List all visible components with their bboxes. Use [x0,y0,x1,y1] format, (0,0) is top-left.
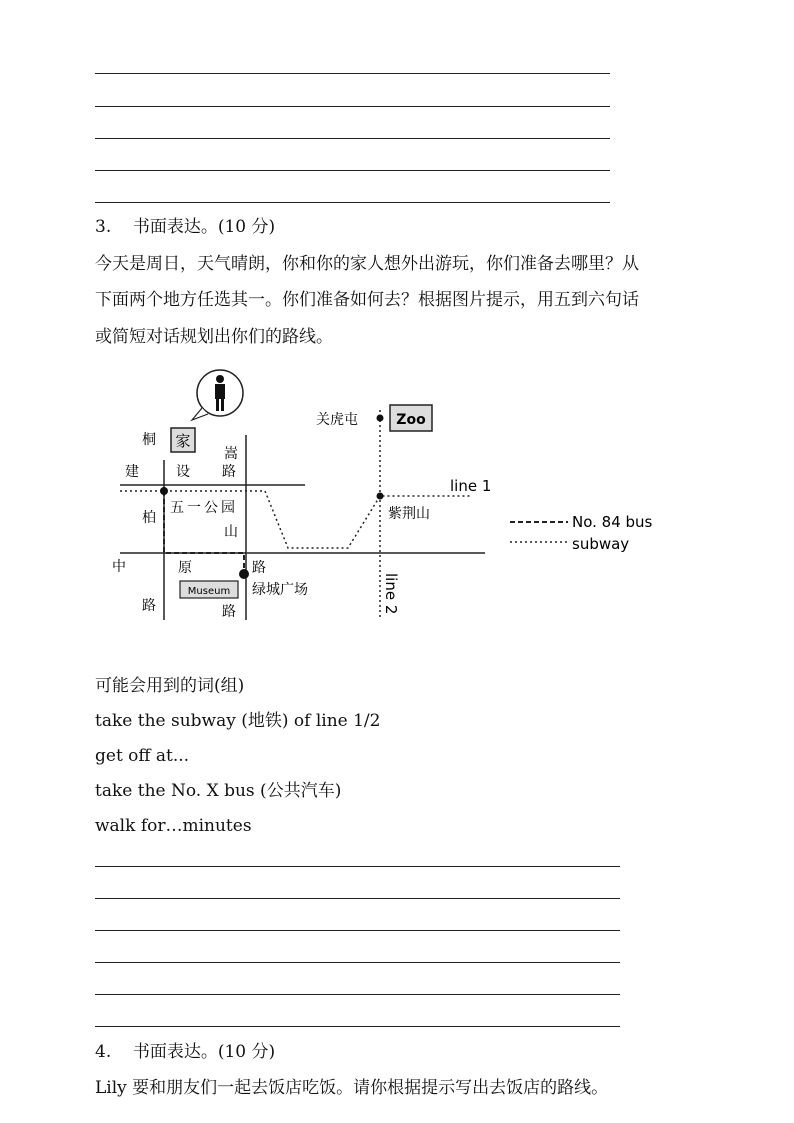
answer-line [95,866,620,867]
museum-label: Museum [187,586,231,597]
vocab-item: walk for…minutes [95,816,252,836]
vocab-item: take the No. X bus (公共汽车) [95,781,342,801]
home-stop-dot [160,487,168,495]
legend-bus-label: No. 84 bus [572,513,653,531]
label-wuyi-4: 园 [221,500,235,516]
label-wuyi-5: 山 [224,524,238,540]
question-number: 4. [95,1042,112,1062]
answer-line [95,170,610,171]
vocab-heading: 可能会用到的词(组) [95,676,245,696]
label-line2: line 2 [382,573,400,615]
label-lu-left: 路 [142,598,156,614]
label-zhong: 中 [112,559,126,575]
label-lu-mid: 路 [252,560,266,576]
label-lu-bottom: 路 [222,604,236,620]
answer-line [95,202,610,203]
question-4-prompt: Lily 要和朋友们一起去饭店吃饭。请你根据提示写出去饭店的路线。 [95,1078,609,1098]
label-she: 设 [176,464,190,480]
vocab-item: get off at... [95,746,190,766]
answer-line [95,962,620,963]
museum-stop-dot [239,569,249,579]
zijingshan-stop-dot [377,493,384,500]
label-tong: 桐 [142,432,156,448]
label-lu-top: 路 [222,464,236,480]
prompt-line: 或简短对话规划出你们的路线。 [95,327,333,347]
answer-line [95,898,620,899]
question-3-heading [95,216,275,238]
answer-line [95,106,610,107]
home-label: 家 [175,432,191,450]
question-title: 书面表达。(10 分) [132,1042,276,1062]
label-bai: 柏 [142,510,156,526]
label-zijingshan: 紫荆山 [388,506,430,522]
label-jian: 建 [125,464,139,480]
label-wuyi-1: 五 [170,500,184,516]
vocab-item: take the subway (地铁) of line 1/2 [95,711,381,731]
answer-line [95,1026,620,1027]
zoo-label: Zoo [396,412,426,428]
zoo-stop-dot [377,415,384,422]
label-song: 嵩 [224,446,238,462]
answer-line [95,73,610,74]
label-wuyi-2: 一 [187,500,201,516]
label-line1: line 1 [450,477,492,495]
label-wuyi-3: 公 [204,500,218,516]
label-guanhutun: 关虎屯 [316,412,358,428]
label-yuan: 原 [178,560,192,576]
legend-subway-label: subway [572,535,630,553]
prompt-line: 下面两个地方任选其一。你们准备如何去？根据图片提示，用五到六句话 [95,290,639,310]
route-map [100,360,700,630]
answer-line [95,994,620,995]
label-lvcheng: 绿城广场 [252,582,308,598]
answer-line [95,930,620,931]
prompt-line: 今天是周日，天气晴朗，你和你的家人想外出游玩，你们准备去哪里？从 [95,254,639,274]
person-icon [192,370,243,420]
answer-line [95,138,610,139]
question-4-heading [95,1041,275,1063]
question-title: 书面表达。(10 分) [132,217,276,237]
question-number: 3. [95,217,112,237]
